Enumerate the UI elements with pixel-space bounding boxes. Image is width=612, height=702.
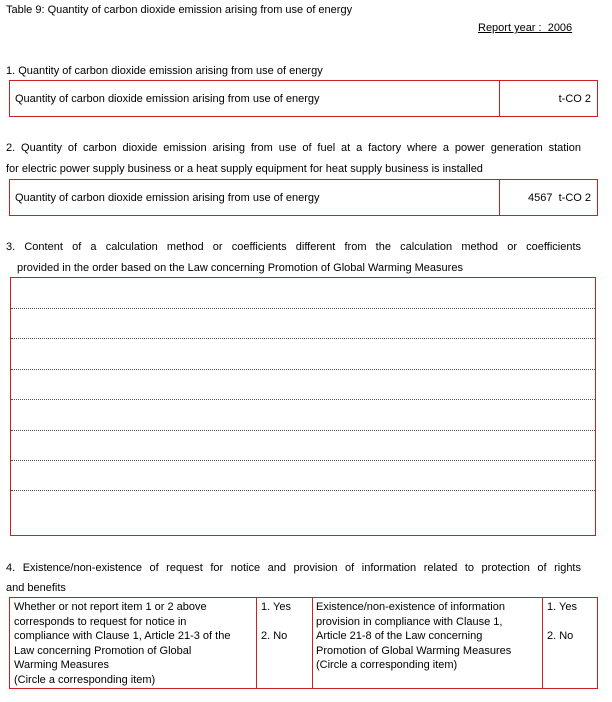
section3-line-6 [11,460,595,461]
section2-heading-line2: for electric power supply business or a heat supply equipment for heat supply business is installed [6,163,483,175]
section1-table [9,80,598,117]
section2-value-cell [528,180,591,215]
section1-unit: t-CO 2 [558,92,591,105]
section2-unit: t-CO 2 [558,191,591,204]
section4-table: Whether or not report item 1 or 2 above corresponds to request for notice in compliance with Clause 1, Article 21-3 of the Law concerning Promotion of Global Warming Measures (Circle a corresponding item) 1. Yes 2. No Existence/non-existence of information provision in compliance with Clause 1, Article 21-8 of the Law concerning Promotion of Global Warming Measures (Circle a corresponding item) 1. Yes 2. No [9,597,598,689]
section2-row-label: Quantity of carbon dioxide emission arising from use of energy [15,191,320,204]
section4-heading-line1: 4. Existence/non-existence of request for notice and provision of information related to protection of rights [6,562,581,574]
table-title: Table 9: Quantity of carbon dioxide emission arising from use of energy [6,4,353,16]
section1-heading: 1. Quantity of carbon dioxide emission arising from use of energy [6,65,323,77]
section3-line-5 [11,430,595,431]
left-option-yes[interactable]: 1. Yes [261,601,291,613]
section3-content-area [10,277,596,536]
report-year: Report year : 2006 [478,22,573,34]
section3-line-1 [11,308,595,309]
section2-heading-line1: 2. Quantity of carbon dioxide emission arising from use of fuel at a factory where a power generation station [6,142,581,154]
section3-heading-line2: provided in the order based on the Law concerning Promotion of Global Warming Measures [17,262,463,274]
section4-heading-line2: and benefits [6,582,66,594]
section4-divider-2 [312,598,313,688]
section3-line-2 [11,338,595,339]
section3-line-4 [11,399,595,400]
section4-divider-3 [542,598,543,688]
section1-divider [499,81,500,116]
section3-heading-line1: 3. Content of a calculation method or coefficients different from the calculation method or coefficients [6,241,581,253]
section1-value-cell [556,81,591,116]
section2-table [9,179,598,216]
section3-line-7 [11,490,595,491]
section2-value: 4567 [527,191,553,204]
section4-divider-1 [256,598,257,688]
right-option-no[interactable]: 2. No [547,630,574,642]
right-option-yes[interactable]: 1. Yes [547,601,577,613]
left-option-no[interactable]: 2. No [261,630,288,642]
section2-divider [499,180,500,215]
section1-row-label: Quantity of carbon dioxide emission arising from use of energy [15,92,320,105]
section3-line-3 [11,369,595,370]
